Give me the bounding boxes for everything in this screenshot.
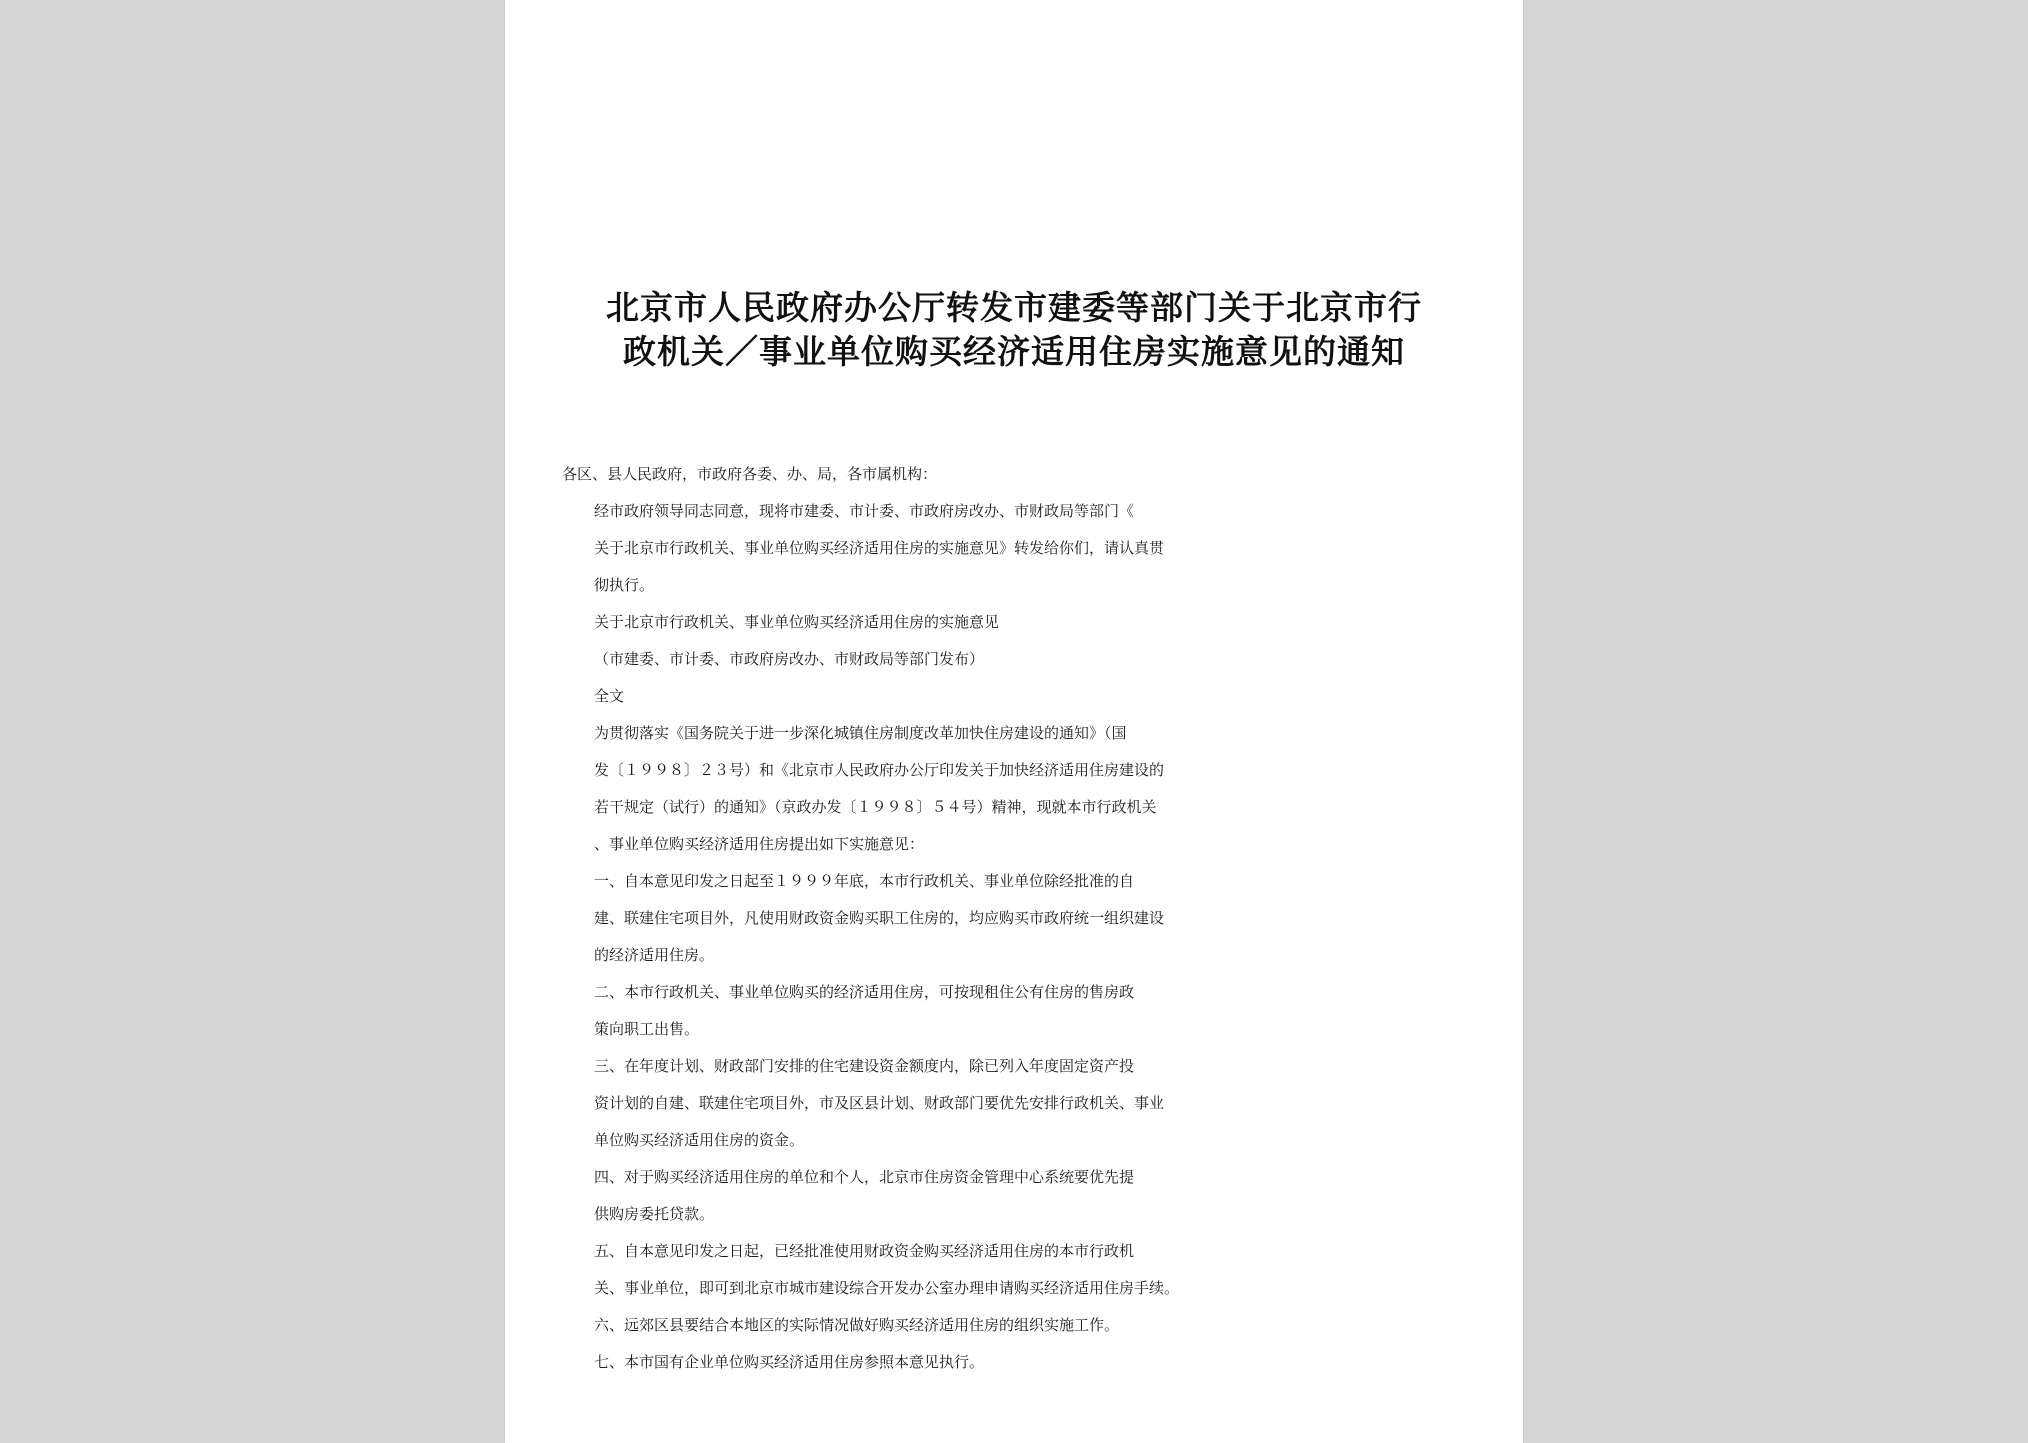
paragraph-line: 六、远郊区县要结合本地区的实际情况做好购买经济适用住房的组织实施工作。 (594, 1316, 1120, 1334)
paragraph-line: 单位购买经济适用住房的资金。 (594, 1131, 805, 1149)
paragraph-line: 三、在年度计划、财政部门安排的住宅建设资金额度内，除已列入年度固定资产投 (594, 1057, 1135, 1075)
paragraph-line: 发〔１９９８〕２３号）和《北京市人民政府办公厅印发关于加快经济适用住房建设的 (594, 761, 1165, 779)
salutation: 各区、县人民政府，市政府各委、办、局，各市属机构： (562, 465, 938, 483)
document-title (505, 286, 1523, 374)
paragraph-line: 一、自本意见印发之日起至１９９９年底，本市行政机关、事业单位除经批准的自 (594, 872, 1135, 890)
paragraph-line: 关、事业单位，即可到北京市城市建设综合开发办公室办理申请购买经济适用住房手续。 (594, 1279, 1180, 1297)
paragraph-line: 若干规定（试行）的通知》（京政办发〔１９９８〕５４号）精神，现就本市行政机关 (594, 798, 1157, 816)
document-page (505, 0, 1523, 1443)
paragraph-line: 二、本市行政机关、事业单位购买的经济适用住房，可按现租住公有住房的售房政 (594, 983, 1135, 1001)
paragraph-line: 七、本市国有企业单位购买经济适用住房参照本意见执行。 (594, 1353, 985, 1371)
paragraph-line: 为贯彻落实《国务院关于进一步深化城镇住房制度改革加快住房建设的通知》（国 (594, 724, 1127, 742)
title-line-1: 北京市人民政府办公厅转发市建委等部门关于北京市行 (606, 288, 1422, 327)
paragraph-line: 五、自本意见印发之日起，已经批准使用财政资金购买经济适用住房的本市行政机 (594, 1242, 1135, 1260)
paragraph-line: 策向职工出售。 (594, 1020, 700, 1038)
paragraph-line: 、事业单位购买经济适用住房提出如下实施意见： (594, 835, 925, 853)
paragraph-line: 的经济适用住房。 (594, 946, 715, 964)
fulltext-label: 全文 (594, 687, 625, 705)
paragraph-line: 建、联建住宅项目外，凡使用财政资金购买职工住房的，均应购买市政府统一组织建设 (594, 909, 1165, 927)
paragraph-line: 四、对于购买经济适用住房的单位和个人，北京市住房资金管理中心系统要优先提 (594, 1168, 1135, 1186)
title-line-2: 政机关／事业单位购买经济适用住房实施意见的通知 (623, 332, 1405, 371)
paragraph-line: 彻执行。 (594, 576, 655, 594)
subtitle-line: 关于北京市行政机关、事业单位购买经济适用住房的实施意见 (594, 613, 1000, 631)
paragraph-line: 关于北京市行政机关、事业单位购买经济适用住房的实施意见》转发给你们，请认真贯 (594, 539, 1165, 557)
paragraph-line: 供购房委托贷款。 (594, 1205, 715, 1223)
issuer-line: （市建委、市计委、市政府房改办、市财政局等部门发布） (594, 650, 985, 668)
paragraph-line: 资计划的自建、联建住宅项目外，市及区县计划、财政部门要优先安排行政机关、事业 (594, 1094, 1165, 1112)
paragraph-line: 经市政府领导同志同意，现将市建委、市计委、市政府房改办、市财政局等部门《 (594, 502, 1135, 520)
